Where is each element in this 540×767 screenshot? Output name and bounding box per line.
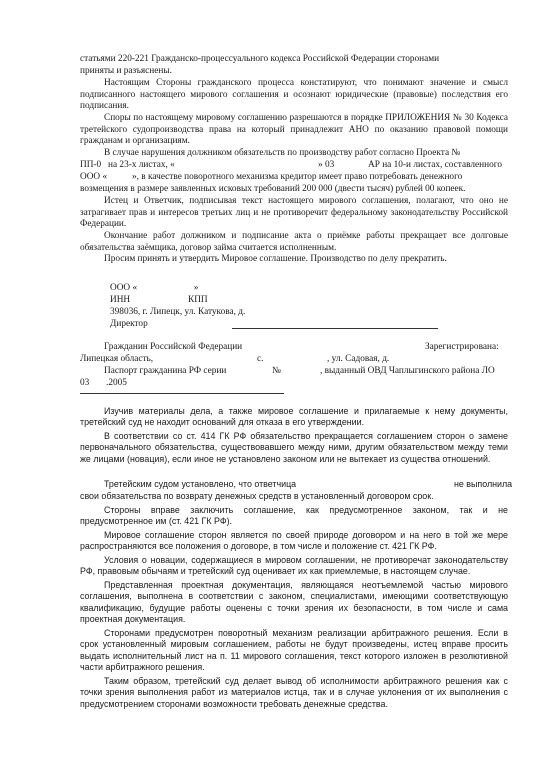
paragraph: Настоящим Стороны гражданского процесса констатируют, что понимают значение и смысл подписанного настоящего мирового соглашения и осознают юридические (правовые) последствия его подписания. [80,78,508,112]
org-prefix: ООО « [110,283,138,293]
paragraph: Споры по настоящему мировому соглашению разрешаются в порядке ПРИЛОЖЕНИЯ № 30 Кодекса третейского судопроизводства права на который принадлежит АНО по оказанию правовой помощи гражданам и организациям. [80,113,508,147]
text-fragment: № [272,366,281,376]
paragraph-line: свои обязательства по возврату денежных средств в установленный договором срок. [80,491,434,501]
paragraph: Представленная проектная документация, являющаяся неотъемлемой частью мирового соглашения, выполнена в соответствии с законом, специалистами, имеющими соответствующую квалификацию, будущие работы оценены с точки зрения их безопасности, в том числе и сама проектная документация. [80,580,508,625]
paragraph-line: В случае нарушения должником обязательств по производству работ согласно Проекта № [104,148,461,158]
paragraph: Окончание работ должником и подписание акта о приёмке работы прекращает все долговые обязательства заёмщика, договор займа считается исполненным. [80,231,508,253]
text-fragment: Зарегистрирована: [425,342,499,352]
text-fragment: , выданный ОВД Чаплыгинского района ЛО [320,366,495,376]
paragraph: Мировое соглашение сторон является по своей природе договором и на него в той же мере распространяются все положения о договоре, в том числе и положение ст. 421 ГК РФ. [80,530,508,552]
signature-line [232,328,438,329]
text-fragment: ООО « [80,172,108,182]
paragraph: Таким образом, третейский суд делает вывод об исполнимости арбитражного решения как с точки зрения выполнения работ из материалов истца, так и в случае уклонения от их выполнения с предусмотрением сторонами возможности требовать денежные средства. [80,676,508,709]
text-fragment: на 23-х листах, « [108,160,175,170]
text-fragment: , ул. Садовая, д. [327,354,390,364]
text-fragment: Паспорт гражданина РФ серии [104,366,227,376]
signature-org [110,283,198,295]
paragraph-line: приняты и разъяснены. [80,66,172,76]
kpp-label: КПП [188,295,208,305]
paragraph-line: возмещения в размере заявленных исковых требований 200 000 (двести тысяч) рублей 00 копеек. [80,184,466,194]
text-fragment: АР на 10-и листах, составленного [368,160,502,170]
signature-line [80,393,284,394]
paragraph: Условия о новации, содержащиеся в мировом соглашении, не противоречат законодательству РФ, правовым обычаям и третейский суд оценивает их как приемлемые, в настоящем случае. [80,555,508,577]
paragraph: Стороны вправе заключить соглашение, как предусмотренное законом, так и не предусмотренное им (ст. 421 ГК РФ). [80,505,508,527]
signature-address: 398036, г. Липецк, ул. Катукова, д. [110,307,246,317]
text-fragment: », в качестве поворотного механизма кредитор имеет право потребовать денежного [132,172,463,182]
inn-label: ИНН [110,295,131,305]
text-fragment: Гражданин Российской Федерации [104,342,243,352]
paragraph-line: статьями 220-221 Гражданско-процессуального кодекса Российской Федерации сторонами [80,54,440,64]
text-fragment: 03 [80,378,90,388]
text-fragment: .2005 [106,378,127,388]
paragraph-line: Просим принять и утвердить Мировое соглашение. Производство по делу прекратить. [104,254,447,264]
paragraph: В соответствии со ст. 414 ГК РФ обязательство прекращается соглашением сторон о замене первоначального обязательства, существовавшего между ними, другим обязательством между теми же лицами (новация), если иное не установлено законом или не вытекает из существа отношений. [80,431,508,464]
paragraph: Сторонами предусмотрен поворотный механизм реализации арбитражного решения. Если в срок установленный мировым соглашением, работы не будут произведены, истец вправе просить выдать исполнительный лист на п. 11 мирового соглашения, текст которого изложен в резолютивной части арбитражного решения. [80,628,508,673]
text-fragment: не выполнила [454,479,513,489]
text-fragment: Третейским судом установлено, что ответчица [104,479,297,489]
text-fragment: ПП-0 [80,160,102,170]
text-fragment: » 03 [318,160,335,170]
paragraph: Истец и Ответчик, подписывая текст настоящего мирового соглашения, полагают, что оно не затрагивает прав и интересов третьих лиц и не противоречит федеральному законодательству Российской Федерации. [80,196,508,230]
signature-role: Директор [110,319,148,329]
text-fragment: с. [257,354,264,364]
org-suffix: » [193,283,199,293]
paragraph: Изучив материалы дела, а также мировое соглашение и прилагаемые к нему документы, третейский суд не находит оснований для отказа в его утверждении. [80,406,508,428]
text-fragment: Липецкая область, [80,354,154,364]
